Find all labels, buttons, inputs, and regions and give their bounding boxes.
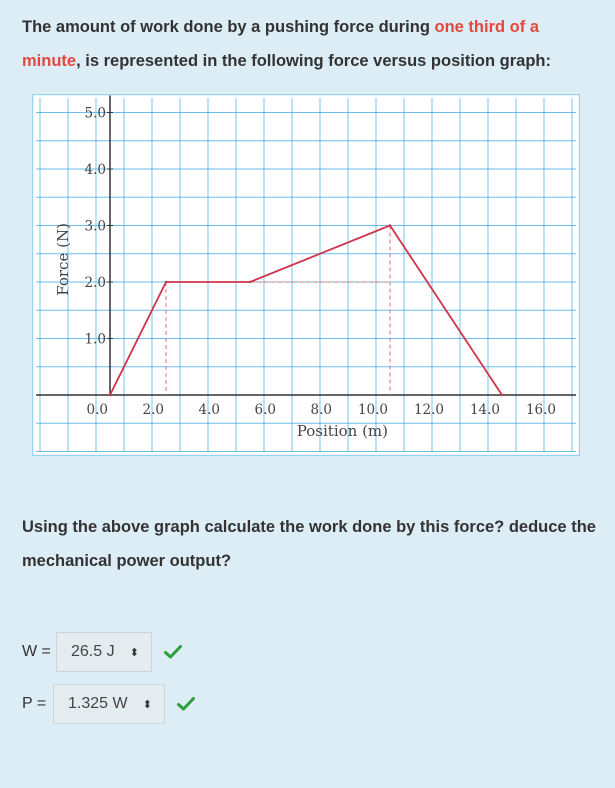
x-tick-label: 0.0 [86, 402, 108, 418]
updown-arrow-icon: ⬍ [129, 646, 139, 659]
x-tick-label: 10.0 [357, 402, 388, 418]
data-point [501, 394, 503, 396]
x-tick-label: 6.0 [254, 402, 276, 418]
x-tick-label: 8.0 [310, 402, 332, 418]
check-icon [177, 697, 195, 711]
x-tick-label: 14.0 [469, 402, 500, 418]
check-icon [164, 645, 182, 659]
y-tick-label: 1.0 [84, 331, 106, 348]
work-label: W = [22, 643, 51, 660]
power-answer-select[interactable] [53, 684, 165, 724]
force-position-chart [32, 94, 580, 456]
data-point [389, 224, 391, 226]
question-text-part1: The amount of work done by a pushing force during [22, 18, 435, 36]
data-point [165, 281, 167, 283]
y-axis-label: Force (N) [54, 223, 72, 296]
question-text [22, 10, 602, 78]
highlighted-duration: one third of a minute [22, 18, 540, 70]
x-tick-label: 12.0 [413, 402, 444, 418]
y-tick-label: 2.0 [84, 275, 106, 291]
data-point [249, 281, 251, 283]
power-answer-value: 1.325 W [68, 695, 128, 712]
power-answer-row [22, 684, 195, 724]
question-text-part2: , is represented in the following force versus position graph: [76, 52, 552, 70]
x-tick-label: 4.0 [198, 402, 220, 418]
data-point [109, 394, 111, 396]
x-axis-label: Position (m) [296, 422, 389, 440]
y-tick-label: 5.0 [84, 105, 106, 122]
work-answer-row [22, 632, 182, 672]
y-tick-label: 4.0 [84, 162, 106, 178]
updown-arrow-icon: ⬍ [142, 698, 152, 711]
x-tick-label: 16.0 [525, 402, 556, 418]
question-prompt: Using the above graph calculate the work done by this force? deduce the mechanical power output? [22, 518, 596, 570]
power-label: P = [22, 695, 47, 712]
y-tick-label: 3.0 [84, 218, 106, 235]
x-tick-label: 2.0 [142, 402, 164, 418]
work-answer-value: 26.5 J [71, 643, 115, 660]
work-answer-select[interactable] [56, 632, 152, 672]
